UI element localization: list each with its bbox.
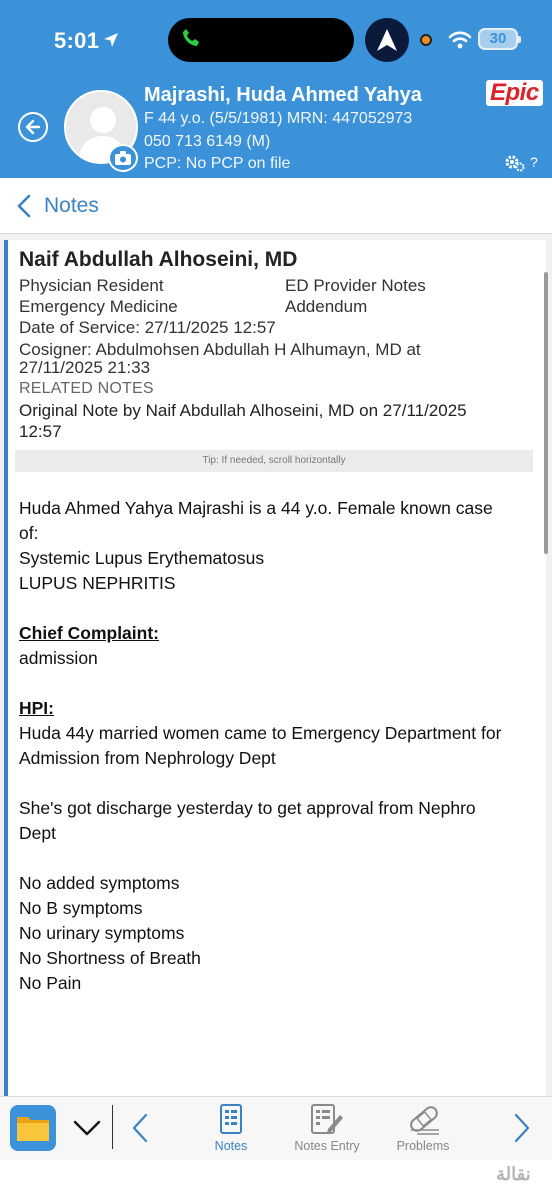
dynamic-island: [168, 18, 354, 62]
hpi-section: [19, 696, 501, 771]
related-note-line-2: 12:57: [19, 422, 62, 441]
watermark-logo: نقالة: [496, 1164, 531, 1184]
intro-line-2: of:: [19, 523, 39, 543]
symptom-item: No Pain: [19, 973, 82, 993]
intro-line-1: Huda Ahmed Yahya Majrashi is a 44 y.o. Female known case: [19, 498, 493, 518]
condition-item: LUPUS NEPHRITIS: [19, 573, 176, 593]
clock-text: 5:01: [54, 28, 100, 53]
patient-name: Majrashi, Huda Ahmed Yahya: [144, 84, 422, 106]
notes-entry-icon: [310, 1103, 344, 1135]
hpi-line: Dept: [19, 823, 56, 843]
navigation-app-icon: [365, 18, 409, 62]
related-note-line-1: Original Note by Naif Abdullah Alhoseini, MD on 27/11/2025: [19, 401, 467, 420]
date-of-service: Date of Service: 27/11/2025 12:57: [19, 318, 276, 337]
notes-icon: [217, 1103, 245, 1135]
problems-icon: [403, 1103, 443, 1135]
hpi-line: Huda 44y married women came to Emergency Department for: [19, 723, 502, 743]
scroll-tip: Tip: If needed, scroll horizontally: [15, 450, 533, 472]
settings-help-icon[interactable]: [504, 152, 540, 177]
chevron-down-icon[interactable]: [72, 1119, 102, 1142]
patient-demographics: F 44 y.o. (5/5/1981) MRN: 447052973: [144, 110, 413, 127]
symptom-item: No added symptoms: [19, 873, 180, 893]
symptom-item: No Shortness of Breath: [19, 948, 201, 968]
symptom-item: No B symptoms: [19, 898, 143, 918]
cosigner-line-2: 27/11/2025 21:33: [19, 358, 151, 377]
related-notes-heading: RELATED NOTES: [19, 380, 154, 397]
hpi-discharge: [19, 796, 476, 846]
tab-notes[interactable]: [186, 1103, 276, 1153]
tab-label: Problems: [396, 1139, 450, 1153]
tab-label: Notes Entry: [294, 1139, 360, 1153]
symptoms-list: [19, 871, 201, 996]
notes-navbar: [0, 178, 552, 234]
tab-notes-entry[interactable]: [282, 1103, 372, 1153]
hpi-line: Admission from Nephrology Dept: [19, 748, 276, 768]
chevron-left-icon[interactable]: [16, 194, 32, 223]
camera-icon[interactable]: [108, 144, 138, 172]
note-intro: [19, 496, 493, 596]
back-button[interactable]: [18, 112, 48, 142]
tab-label: Notes: [214, 1139, 248, 1153]
patient-pcp: PCP: No PCP on file: [144, 155, 291, 172]
bottom-toolbar: [0, 1096, 552, 1160]
battery-indicator: 30: [478, 28, 518, 50]
vertical-scrollbar[interactable]: [544, 272, 548, 554]
location-arrow-icon: [103, 28, 119, 54]
note-author: Naif Abdullah Alhoseini, MD: [19, 248, 298, 271]
note-status: Addendum: [285, 297, 368, 316]
note-content-area[interactable]: [0, 234, 552, 1096]
back-to-notes-link[interactable]: Notes: [44, 194, 99, 217]
epic-logo: Epic: [486, 80, 543, 106]
chief-complaint-text: admission: [19, 648, 98, 668]
toolbar-divider: [112, 1105, 113, 1149]
wifi-icon: [448, 30, 472, 55]
related-note-link[interactable]: [19, 400, 467, 442]
phone-call-icon: [182, 28, 200, 54]
author-role: Physician Resident: [19, 276, 164, 295]
condition-item: Systemic Lupus Erythematosus: [19, 548, 265, 568]
chevron-right-icon[interactable]: [514, 1113, 530, 1148]
tab-problems[interactable]: [378, 1103, 468, 1153]
note-type: ED Provider Notes: [285, 276, 426, 295]
cosigner-line-1: Cosigner: Abdulmohsen Abdullah H Alhumayn, MD at: [19, 340, 421, 359]
chart-folder-button[interactable]: [10, 1105, 56, 1151]
chief-complaint-section: [19, 621, 159, 671]
hpi-heading: HPI:: [19, 698, 54, 718]
status-time: [54, 28, 119, 54]
symptom-item: No urinary symptoms: [19, 923, 185, 943]
recording-indicator: [420, 34, 432, 46]
folder-icon: [16, 1113, 50, 1143]
svg-text:?: ?: [530, 154, 538, 170]
chevron-left-icon[interactable]: [132, 1113, 148, 1148]
author-department: Emergency Medicine: [19, 297, 178, 316]
patient-phone[interactable]: 050 713 6149 (M): [144, 133, 271, 150]
note-card: [8, 240, 546, 1096]
hpi-line: She's got discharge yesterday to get approval from Nephro: [19, 798, 476, 818]
chief-complaint-heading: Chief Complaint:: [19, 623, 159, 643]
patient-header: [0, 0, 552, 178]
